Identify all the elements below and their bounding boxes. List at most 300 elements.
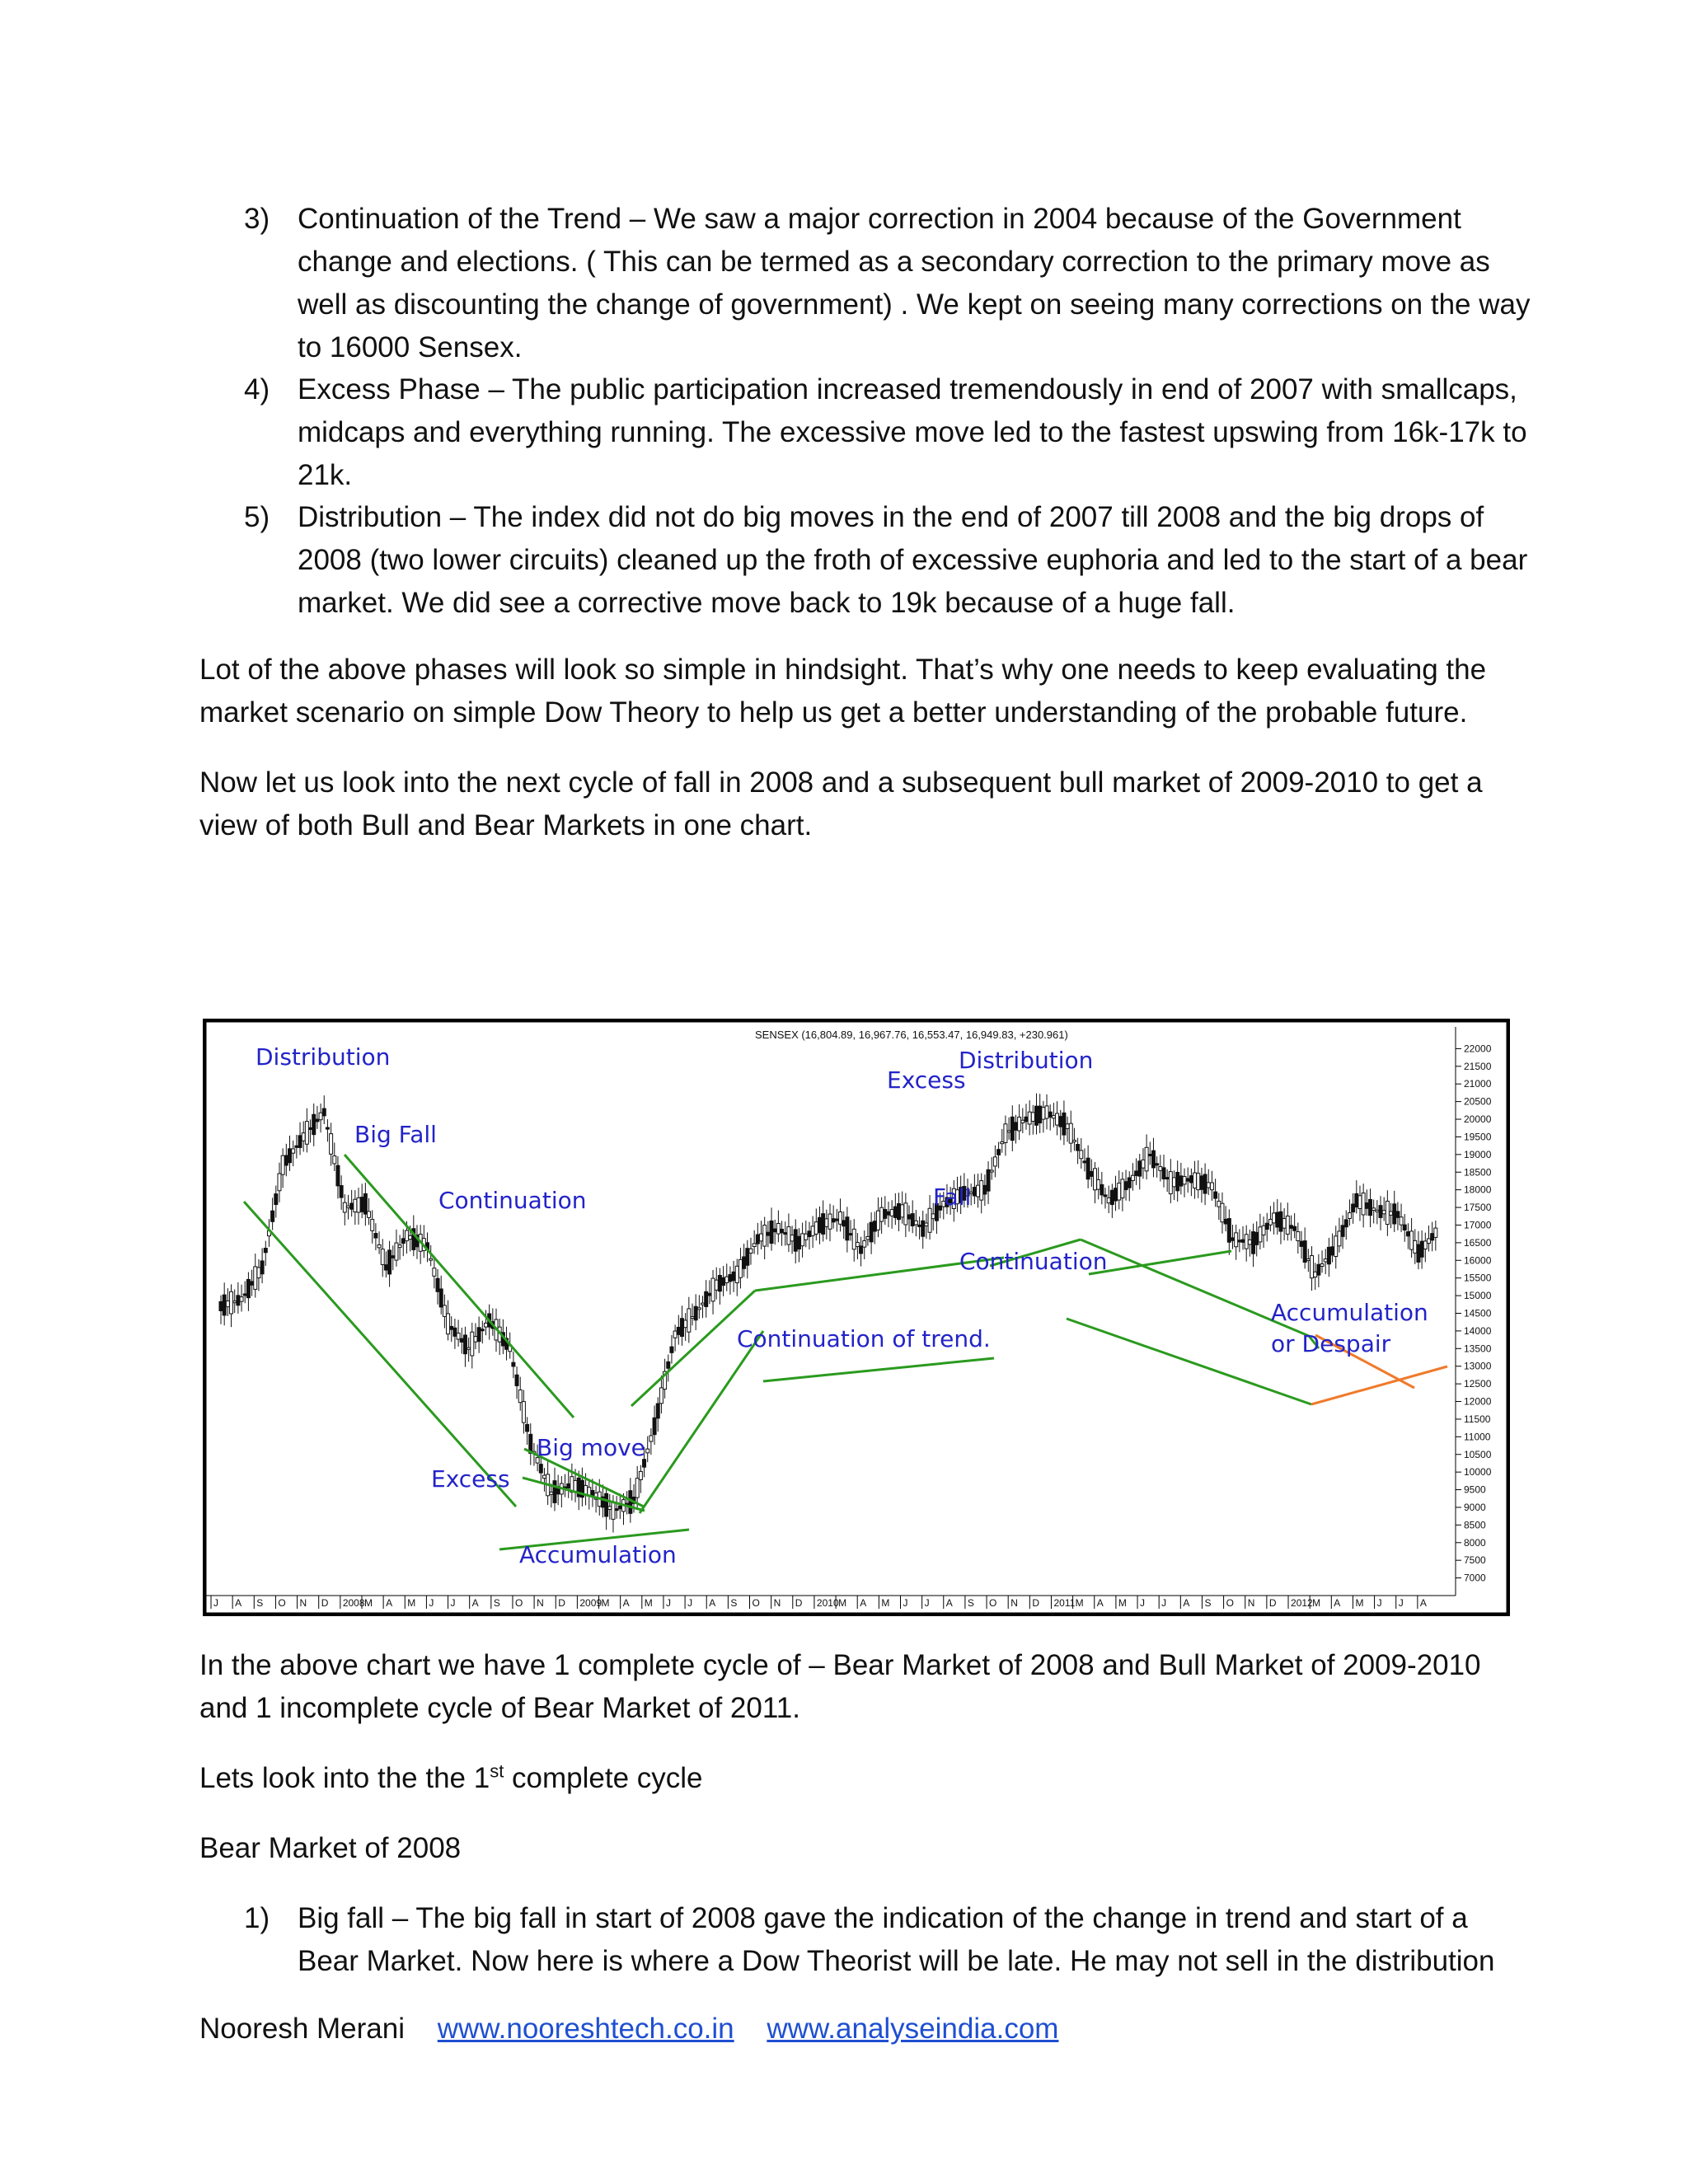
candle-body	[1186, 1179, 1189, 1181]
candle-body	[336, 1165, 340, 1186]
candle-body	[1159, 1167, 1162, 1171]
candle-body	[1393, 1204, 1396, 1224]
candle-body	[983, 1185, 987, 1194]
candle-body	[1286, 1216, 1289, 1235]
candle-body	[1268, 1220, 1272, 1226]
candle-body	[1176, 1172, 1179, 1190]
candle-body	[1031, 1113, 1034, 1122]
chart-annotation: Distribution	[959, 1047, 1094, 1074]
candle-body	[753, 1244, 756, 1247]
candle-body	[1080, 1151, 1083, 1159]
candle-body	[1352, 1204, 1355, 1212]
candle-body	[377, 1244, 381, 1247]
x-tick-label: N	[773, 1597, 781, 1609]
candle-body	[898, 1203, 901, 1219]
x-tick-label: M	[1312, 1597, 1321, 1609]
candle-body	[887, 1212, 890, 1215]
candle-body	[374, 1234, 377, 1239]
x-tick-label: A	[860, 1597, 867, 1609]
candle-body	[794, 1230, 797, 1251]
first-cycle-text: Lets look into the the 1	[199, 1762, 490, 1794]
candle-body	[343, 1202, 346, 1212]
candle-body	[822, 1214, 825, 1235]
candle-body	[429, 1258, 433, 1260]
candle-body	[1355, 1193, 1358, 1207]
candle-body	[1300, 1241, 1303, 1246]
candle-body	[1259, 1227, 1262, 1242]
x-tick-label: M	[1075, 1597, 1084, 1609]
x-tick-label: O	[989, 1597, 997, 1609]
candle-body	[773, 1229, 776, 1232]
candle-body	[1376, 1210, 1379, 1212]
x-tick-label: A	[1183, 1597, 1190, 1609]
candle-body	[450, 1326, 453, 1329]
candle-body	[471, 1332, 474, 1356]
candle-body	[677, 1327, 680, 1334]
list-item-1	[244, 1897, 1530, 1983]
candle-body	[890, 1210, 893, 1216]
x-tick-label: M	[1118, 1597, 1127, 1609]
candle-body	[477, 1328, 481, 1342]
candle-body	[808, 1231, 811, 1237]
candle-body	[240, 1297, 243, 1302]
candle-body	[1390, 1212, 1393, 1215]
candle-body	[776, 1223, 780, 1234]
candle-body	[1386, 1201, 1389, 1224]
candle-body	[1066, 1124, 1069, 1129]
candle-body	[990, 1170, 993, 1172]
candle-body	[925, 1223, 928, 1226]
y-tick-label: 19000	[1464, 1148, 1492, 1160]
candle-body	[346, 1206, 349, 1207]
y-tick-label: 21000	[1464, 1078, 1492, 1090]
x-tick-label: N	[537, 1597, 544, 1609]
candle-body	[659, 1388, 663, 1404]
candle-body	[1241, 1240, 1245, 1242]
candle-body	[398, 1245, 401, 1248]
candle-body	[522, 1402, 525, 1423]
candle-body	[1338, 1231, 1341, 1246]
candle-body	[363, 1193, 367, 1214]
candle-body	[457, 1333, 460, 1339]
paragraph-chart-summary: In the above chart we have 1 complete cycle of – Bear Market of 2008 and Bull Market of 2009-2010 and 1 incomplete cycle of Bear Market of 2011.	[199, 1649, 1481, 1724]
candle-body	[904, 1203, 907, 1225]
candle-body	[743, 1257, 746, 1268]
candle-body	[257, 1268, 260, 1278]
candle-body	[388, 1250, 392, 1274]
candle-body	[233, 1301, 237, 1303]
x-tick-label: M	[1355, 1597, 1364, 1609]
x-tick-label: A	[709, 1597, 716, 1609]
y-tick-label: 8000	[1464, 1536, 1486, 1549]
candle-body	[846, 1217, 849, 1240]
candle-body	[1162, 1168, 1165, 1179]
y-tick-label: 13500	[1464, 1343, 1492, 1355]
candle-body	[670, 1347, 673, 1352]
x-tick-label: O	[1226, 1597, 1234, 1609]
candle-body	[274, 1194, 278, 1205]
candle-body	[914, 1221, 917, 1225]
candle-body	[801, 1234, 804, 1246]
candle-body	[863, 1240, 866, 1247]
candle-body	[305, 1122, 308, 1145]
y-tick-label: 14500	[1464, 1307, 1492, 1319]
candle-body	[828, 1214, 832, 1229]
x-tick-label: J	[924, 1597, 930, 1609]
candle-body	[839, 1212, 842, 1224]
y-tick-label: 21500	[1464, 1060, 1492, 1072]
candle-body	[1341, 1226, 1344, 1237]
candle-body	[835, 1219, 838, 1221]
candle-body	[639, 1471, 642, 1479]
candle-body	[860, 1246, 863, 1254]
candle-body	[1217, 1201, 1221, 1207]
candle-body	[1434, 1228, 1437, 1237]
candle-body	[322, 1108, 326, 1116]
chart-annotation: Continuation of trend.	[737, 1325, 991, 1352]
candle-body	[357, 1197, 360, 1212]
candle-body	[732, 1272, 735, 1280]
candle-body	[1156, 1164, 1159, 1165]
list-item-3	[244, 198, 1531, 363]
candle-body	[1276, 1212, 1279, 1227]
candle-body	[608, 1507, 612, 1510]
candle-body	[226, 1301, 229, 1307]
candle-body	[705, 1291, 708, 1306]
x-tick-label: M	[644, 1597, 653, 1609]
candle-body	[1059, 1117, 1062, 1127]
candle-body	[384, 1265, 387, 1270]
candle-body	[876, 1211, 879, 1230]
candle-body	[1028, 1112, 1031, 1124]
candle-body	[667, 1361, 670, 1368]
chart-annotation: Fall	[933, 1183, 972, 1211]
candle-body	[574, 1480, 577, 1491]
candle-body	[264, 1249, 267, 1253]
candle-body	[615, 1509, 618, 1511]
x-tick-label: S	[256, 1597, 264, 1609]
y-tick-label: 12500	[1464, 1378, 1492, 1390]
list-item-5	[244, 496, 1530, 625]
candle-body	[629, 1491, 632, 1514]
candle-body	[842, 1221, 846, 1226]
candle-body	[811, 1226, 814, 1235]
candle-body	[756, 1235, 759, 1244]
candle-body	[246, 1279, 250, 1297]
candle-body	[467, 1347, 471, 1349]
candle-body	[463, 1335, 467, 1354]
candle-body	[484, 1323, 487, 1327]
candle-body	[1069, 1123, 1072, 1143]
candle-body	[1210, 1183, 1213, 1190]
x-tick-label: M	[881, 1597, 890, 1609]
y-tick-label: 10000	[1464, 1466, 1492, 1479]
paragraph-first-cycle	[199, 1757, 1502, 1800]
x-tick-label: D	[795, 1597, 803, 1609]
candle-body	[1207, 1183, 1210, 1188]
list-text: Excess Phase – The public participation increased tremendously in end of 2007 with smallcaps, midcaps and everything running. The excessive move led to the fastest upswing from 16k-17k to 21k.	[298, 373, 1527, 491]
candle-body	[1327, 1247, 1330, 1263]
candle-body	[1362, 1193, 1365, 1215]
candle-body	[980, 1181, 983, 1200]
candle-body	[653, 1418, 656, 1434]
chart-annotation: or Despair	[1271, 1330, 1391, 1357]
link-analyseindia[interactable]: www.analyseindia.com	[767, 2013, 1059, 2045]
author-name: Nooresh Merani	[199, 2013, 405, 2045]
chart-annotation: Excess	[887, 1066, 966, 1094]
x-tick-label: A	[622, 1597, 630, 1609]
x-tick-label: J	[429, 1597, 434, 1609]
x-tick-label: 2009	[579, 1597, 603, 1609]
y-tick-label: 17000	[1464, 1219, 1492, 1231]
candle-body	[1420, 1241, 1423, 1257]
candle-body	[694, 1306, 697, 1320]
x-tick-label: A	[235, 1597, 242, 1609]
link-nooreshtech[interactable]: www.nooreshtech.co.in	[437, 2013, 734, 2045]
candle-body	[893, 1207, 897, 1217]
x-tick-label: D	[1032, 1597, 1040, 1609]
x-tick-label: 2011	[1053, 1597, 1076, 1609]
candle-body	[1265, 1223, 1268, 1229]
paragraph-hindsight: Lot of the above phases will look so simple in hindsight. That’s why one needs to keep evaluating the market scenario on simple Dow Theory to help us get a better understanding of the probable future.	[199, 654, 1487, 729]
candle-body	[1314, 1272, 1317, 1277]
y-tick-label: 11500	[1464, 1413, 1491, 1425]
candle-body	[673, 1331, 677, 1338]
candle-body	[1083, 1161, 1086, 1163]
chart-annotation: Continuation	[959, 1248, 1108, 1275]
candle-body	[1245, 1235, 1248, 1249]
candle-body	[1118, 1183, 1121, 1200]
x-tick-label: S	[967, 1597, 974, 1609]
candle-body	[1406, 1232, 1409, 1236]
chart-annotation: Distribution	[256, 1043, 391, 1071]
candle-body	[360, 1197, 363, 1212]
y-tick-label: 22000	[1464, 1043, 1492, 1055]
candle-body	[281, 1155, 284, 1174]
candle-body	[797, 1236, 800, 1249]
x-tick-label: J	[687, 1597, 693, 1609]
candle-body	[381, 1249, 384, 1265]
candle-body	[781, 1229, 784, 1232]
candle-body	[1183, 1177, 1186, 1184]
candle-body	[1365, 1203, 1368, 1209]
candle-body	[271, 1211, 274, 1221]
y-tick-label: 14000	[1464, 1324, 1492, 1337]
x-tick-label: A	[1419, 1597, 1427, 1609]
candle-body	[330, 1134, 333, 1155]
candle-body	[911, 1214, 914, 1226]
chart-annotation: Excess	[431, 1465, 510, 1493]
y-tick-label: 18500	[1464, 1166, 1492, 1179]
list-text: Continuation of the Trend – We saw a major correction in 2004 because of the Government change and elections. ( This can be termed as a secondary correction to the primary move as well as discounting the change of government) . We kept on seeing many corrections on the way to 16000 Sensex.	[298, 203, 1531, 363]
candle-body	[649, 1436, 653, 1441]
candle-body	[312, 1114, 316, 1134]
candle-body	[1131, 1175, 1134, 1180]
candle-body	[1138, 1161, 1142, 1176]
candle-body	[433, 1268, 436, 1277]
candle-body	[1431, 1234, 1434, 1240]
candle-body	[1293, 1226, 1296, 1230]
candle-body	[354, 1199, 357, 1212]
candle-body	[1010, 1117, 1014, 1140]
candle-body	[1090, 1171, 1093, 1176]
candle-body	[1128, 1178, 1131, 1188]
chart-annotation: Big Fall	[354, 1121, 437, 1148]
candle-body	[1039, 1106, 1042, 1122]
y-tick-label: 8500	[1464, 1519, 1486, 1531]
candle-body	[849, 1234, 852, 1235]
y-tick-label: 7500	[1464, 1554, 1486, 1567]
candle-body	[526, 1424, 529, 1432]
candle-body	[1193, 1173, 1197, 1188]
candle-body	[567, 1483, 570, 1488]
candle-body	[825, 1219, 828, 1226]
candle-body	[1427, 1239, 1430, 1244]
candle-body	[1093, 1169, 1096, 1190]
candle-body	[832, 1219, 835, 1222]
candle-body	[715, 1280, 718, 1290]
candle-body	[542, 1475, 546, 1479]
candle-body	[701, 1303, 705, 1305]
y-tick-label: 15500	[1464, 1272, 1492, 1284]
candle-body	[436, 1278, 439, 1291]
x-tick-label: S	[730, 1597, 738, 1609]
y-tick-label: 18000	[1464, 1183, 1492, 1196]
candle-body	[1410, 1231, 1414, 1249]
candle-body	[993, 1157, 996, 1166]
candle-body	[515, 1375, 518, 1385]
candle-body	[1197, 1174, 1200, 1190]
candle-body	[880, 1207, 884, 1221]
candle-body	[870, 1222, 873, 1242]
candle-body	[921, 1221, 925, 1236]
candle-body	[977, 1185, 980, 1197]
x-tick-label: J	[1398, 1597, 1404, 1609]
x-tick-label: N	[1010, 1597, 1018, 1609]
y-tick-label: 16500	[1464, 1236, 1492, 1249]
candle-body	[1124, 1182, 1128, 1190]
candle-body	[1100, 1184, 1104, 1195]
y-tick-label: 16000	[1464, 1254, 1492, 1267]
candle-body	[1121, 1179, 1124, 1198]
candle-body	[1114, 1188, 1118, 1201]
x-tick-label: A	[945, 1597, 953, 1609]
candle-body	[852, 1229, 856, 1249]
candle-body	[1048, 1112, 1052, 1117]
candle-body	[697, 1308, 701, 1310]
candle-body	[918, 1225, 921, 1226]
candle-body	[763, 1226, 767, 1247]
candle-body	[409, 1235, 412, 1239]
candle-body	[350, 1203, 354, 1209]
candle-body	[1045, 1106, 1048, 1118]
candle-body	[474, 1337, 477, 1343]
candle-body	[1296, 1232, 1300, 1241]
candle-body	[1145, 1147, 1148, 1171]
chart-annotation: Big move	[537, 1434, 645, 1461]
candle-body	[1358, 1196, 1362, 1209]
y-tick-label: 12000	[1464, 1395, 1492, 1408]
chart-title: SENSEX (16,804.89, 16,967.76, 16,553.47, 16,949.83, +230.961)	[755, 1029, 1068, 1041]
candle-body	[1227, 1219, 1231, 1243]
candle-body	[1238, 1240, 1241, 1242]
candle-body	[230, 1291, 233, 1314]
list-number: 1)	[244, 1902, 270, 1934]
candle-body	[278, 1174, 281, 1191]
candle-body	[1317, 1264, 1320, 1275]
candle-body	[1179, 1176, 1183, 1186]
candle-body	[1224, 1219, 1227, 1224]
list-text: Distribution – The index did not do big moves in the end of 2007 till 2008 and the big drops of 2008 (two lower circuits) cleaned up the froth of excessive euphoria and led to the start of a bear market. We did see a corrective move back to 19k because of a huge fall.	[298, 501, 1528, 619]
candle-body	[711, 1278, 715, 1301]
candle-body	[443, 1305, 446, 1316]
candle-body	[1151, 1151, 1155, 1168]
x-tick-label: O	[752, 1597, 760, 1609]
chart-annotation: Accumulation	[519, 1541, 677, 1568]
x-tick-label: O	[278, 1597, 286, 1609]
candle-body	[254, 1267, 257, 1289]
candle-body	[725, 1277, 729, 1282]
candle-body	[539, 1465, 542, 1474]
candle-body	[1052, 1116, 1055, 1118]
candle-body	[1148, 1154, 1151, 1155]
candle-body	[1135, 1171, 1138, 1176]
candle-body	[1348, 1213, 1351, 1219]
list-number: 3)	[244, 203, 270, 235]
candle-body	[1423, 1241, 1427, 1249]
candle-body	[1273, 1213, 1276, 1223]
candle-body	[326, 1127, 329, 1129]
x-tick-label: A	[1096, 1597, 1104, 1609]
candle-body	[618, 1506, 621, 1509]
candle-body	[729, 1275, 732, 1282]
candle-body	[219, 1301, 223, 1310]
candle-body	[553, 1481, 556, 1503]
ordinal-suffix: st	[490, 1760, 504, 1782]
y-tick-label: 9500	[1464, 1483, 1486, 1496]
candle-body	[1417, 1244, 1420, 1262]
candle-body	[292, 1149, 295, 1153]
x-tick-label: D	[1268, 1597, 1277, 1609]
candle-body	[735, 1266, 738, 1282]
x-tick-label: A	[1334, 1597, 1341, 1609]
candle-body	[1306, 1258, 1310, 1260]
x-tick-label: M	[407, 1597, 416, 1609]
candle-body	[1004, 1124, 1007, 1143]
candle-body	[1396, 1212, 1400, 1217]
candle-body	[319, 1113, 322, 1119]
candle-body	[368, 1212, 371, 1217]
candle-body	[1248, 1240, 1251, 1244]
candle-body	[447, 1314, 450, 1334]
candle-body	[612, 1502, 615, 1519]
candle-body	[284, 1155, 288, 1165]
y-tick-label: 13000	[1464, 1360, 1492, 1372]
candle-body	[814, 1222, 818, 1235]
candle-body	[931, 1214, 935, 1219]
candle-body	[1403, 1225, 1406, 1230]
candle-body	[684, 1320, 687, 1328]
first-cycle-text-end: complete cycle	[504, 1762, 703, 1794]
candle-body	[481, 1329, 484, 1331]
candle-body	[997, 1150, 1001, 1155]
candle-body	[392, 1256, 395, 1258]
candle-body	[1221, 1203, 1224, 1221]
x-tick-label: 2010	[816, 1597, 839, 1609]
candle-body	[1025, 1117, 1028, 1122]
candle-body	[460, 1338, 463, 1342]
candle-body	[901, 1205, 904, 1217]
